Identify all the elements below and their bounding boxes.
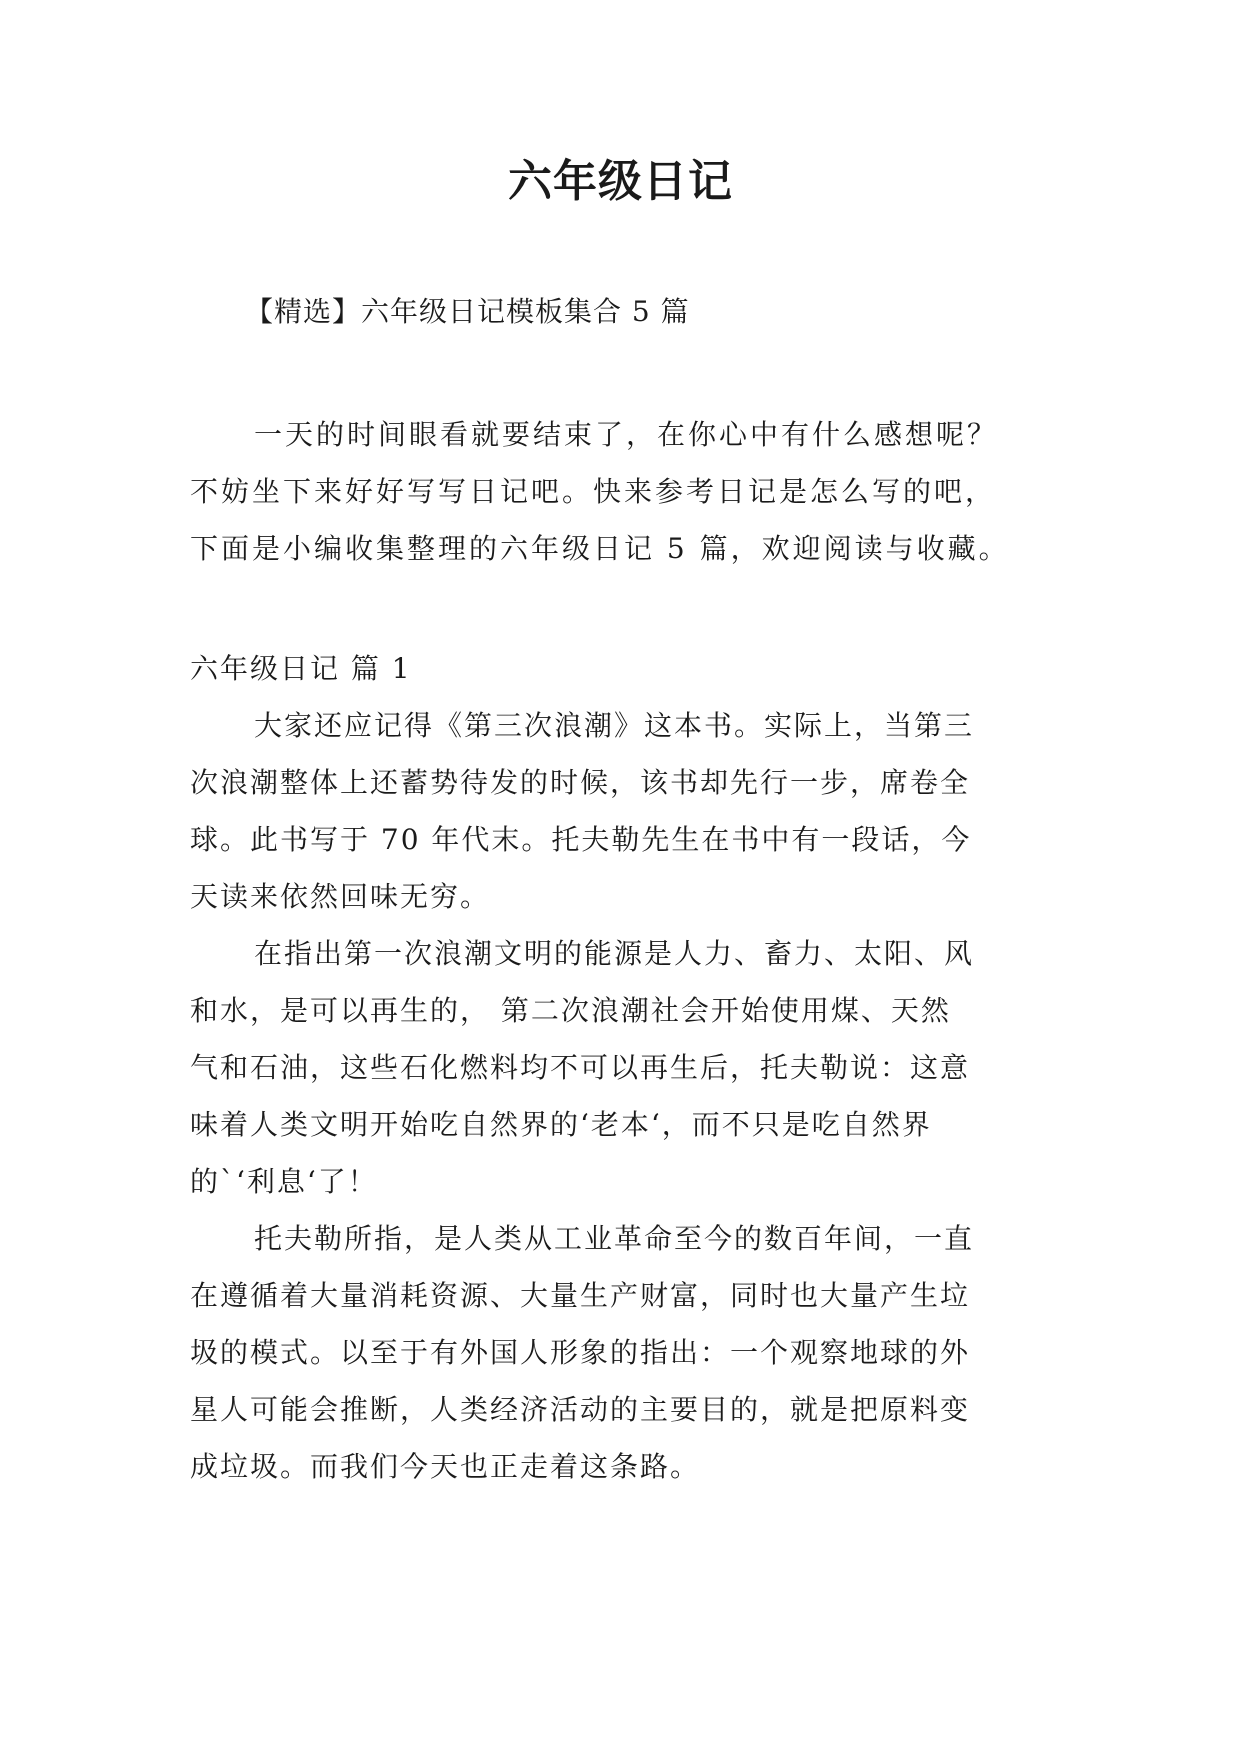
- page-title: 六年级日记: [508, 156, 733, 207]
- paragraph-line: 成垃圾。而我们今天也正走着这条路。: [190, 1450, 701, 1483]
- document-subtitle: 【精选】六年级日记模板集合 5 篇: [245, 295, 690, 328]
- paragraph-line: 圾的模式。以至于有外国人形象的指出：一个观察地球的外: [190, 1336, 971, 1369]
- paragraph-line: 大家还应记得《第三次浪潮》这本书。实际上，当第三: [254, 709, 975, 742]
- paragraph-line: 和水，是可以再生的， 第二次浪潮社会开始使用煤、天然: [190, 994, 951, 1027]
- intro-line: 下面是小编收集整理的六年级日记 5 篇，欢迎阅读与收藏。: [190, 532, 1010, 565]
- paragraph-line: 托夫勒所指，是人类从工业革命至今的数百年间，一直: [254, 1222, 975, 1255]
- paragraph-line: 在遵循着大量消耗资源、大量生产财富，同时也大量产生垃: [190, 1279, 971, 1312]
- paragraph-line: 在指出第一次浪潮文明的能源是人力、畜力、太阳、风: [254, 937, 975, 970]
- intro-paragraph: [190, 406, 1080, 577]
- paragraph-line: 次浪潮整体上还蓄势待发的时候，该书却先行一步，席卷全: [190, 766, 971, 799]
- intro-line: 不妨坐下来好好写写日记吧。快来参考日记是怎么写的吧，: [190, 475, 997, 508]
- diary-section-1: [190, 640, 1050, 1495]
- paragraph-line: 星人可能会推断，人类经济活动的主要目的，就是把原料变: [190, 1393, 971, 1426]
- paragraph-line: 气和石油，这些石化燃料均不可以再生后，托夫勒说：这意: [190, 1051, 971, 1084]
- paragraph-line: 味着人类文明开始吃自然界的‘老本‘，而不只是吃自然界: [190, 1108, 932, 1141]
- paragraph-line: 球。此书写于 70 年代末。托夫勒先生在书中有一段话，今: [190, 823, 972, 856]
- paragraph-line: 的`‘利息‘了！: [190, 1165, 378, 1198]
- intro-line: 一天的时间眼看就要结束了，在你心中有什么感想呢？: [254, 418, 999, 451]
- section-heading: 六年级日记 篇 1: [190, 652, 412, 685]
- paragraph-line: 天读来依然回味无穷。: [190, 880, 491, 913]
